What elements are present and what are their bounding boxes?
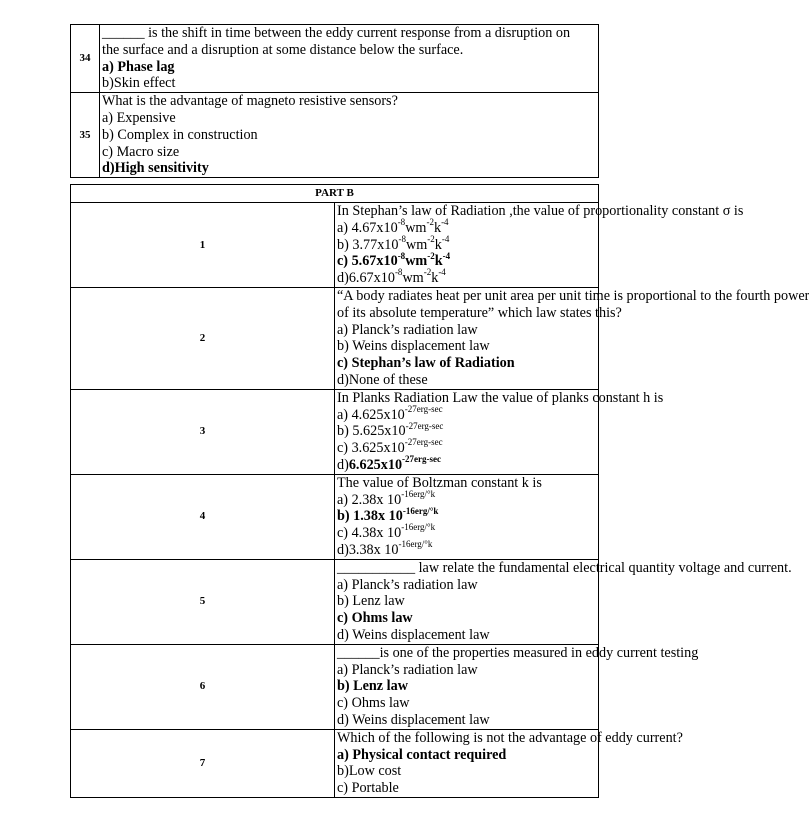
question-row-7 — [71, 729, 599, 797]
question-cell — [100, 25, 599, 93]
answer-option: c) Macro size — [102, 143, 180, 160]
question-row-4 — [71, 474, 599, 559]
answer-option-correct: b) Lenz law — [337, 678, 408, 695]
question-number: 35 — [71, 93, 100, 178]
answer-option: d)3.38x $10^{-16erg/^\circ k}$ — [337, 539, 433, 558]
question-text: ______is one of the properties measured in eddy current testing — [337, 644, 699, 661]
answer-option-correct: c) $5.67x10^{-8}wm^{-2}k^{-4}$ — [337, 250, 451, 270]
question-text: Which of the following is not the advantage of eddy current? — [337, 729, 683, 746]
question-row-2 — [71, 287, 599, 389]
answer-option: b) $5.625x10^{-27erg-sec}$ — [337, 420, 444, 440]
answer-option-correct: $d)6.625x10^{-27erg-sec}$ — [337, 454, 442, 473]
question-cell — [100, 93, 599, 178]
question-number: 6 — [71, 644, 335, 729]
question-number: 4 — [71, 474, 335, 559]
question-text: the surface and a disruption at some distance below the surface. — [102, 41, 464, 58]
question-text: In Stephan’s law of Radiation ,the value of proportionality constant σ is — [337, 203, 744, 219]
answer-option-correct: c) Ohms law — [337, 610, 413, 627]
part-a-table — [70, 24, 599, 178]
answer-option: a) Expensive — [102, 109, 176, 126]
answer-option: c) Ohms law — [337, 695, 410, 712]
question-number: 2 — [71, 287, 335, 389]
question-text: ______ is the shift in time between the eddy current response from a disruption on — [102, 25, 571, 41]
part-b-heading-row — [71, 185, 599, 203]
question-text: ___________ law relate the fundamental electrical quantity voltage and current. — [337, 559, 792, 576]
question-number: 1 — [71, 203, 335, 288]
question-number: 3 — [71, 389, 335, 474]
answer-option: b) Weins displacement law — [337, 338, 490, 355]
question-cell — [335, 287, 809, 389]
question-text: “A body radiates heat per unit area per unit time is proportional to the fourth power — [337, 287, 809, 304]
answer-option: a) $4.625x10^{-27erg-sec}$ — [337, 403, 443, 423]
part-b-table — [70, 184, 809, 798]
question-cell — [335, 203, 744, 288]
answer-option-correct: d)High sensitivity — [102, 160, 209, 177]
question-number: 7 — [71, 729, 335, 797]
question-cell — [335, 389, 664, 474]
question-row-6 — [71, 644, 599, 729]
answer-option-correct: b) 1.38x $10^{-16erg/^\circ k}$ — [337, 505, 439, 525]
question-number: 34 — [71, 25, 100, 93]
answer-option: d)None of these — [337, 371, 428, 388]
answer-option: $d)6.67x10^{-8}wm^{-2}k^{-4}$ — [337, 267, 446, 287]
answer-option: a) Planck’s radiation law — [337, 661, 478, 678]
answer-option: d) Weins displacement law — [337, 626, 490, 643]
answer-option: b) Lenz law — [337, 593, 405, 610]
answer-option: b) Complex in construction — [102, 126, 258, 143]
question-cell — [335, 729, 683, 797]
question-cell — [335, 559, 792, 644]
answer-option: d) Weins displacement law — [337, 711, 490, 728]
question-text: In Planks Radiation Law the value of planks constant h is — [337, 389, 664, 406]
question-cell — [335, 644, 699, 729]
answer-option: a) 2.38x $10^{-16erg/^\circ k}$ — [337, 488, 436, 508]
answer-option: b)Low cost — [337, 763, 402, 780]
question-row-5 — [71, 559, 599, 644]
answer-option: c) 4.38x $10^{-16erg/^\circ k}$ — [337, 522, 436, 542]
answer-option: a) Planck’s radiation law — [337, 321, 478, 338]
answer-option: c) $3.625x10^{-27erg-sec}$ — [337, 437, 443, 457]
question-text: of its absolute temperature” which law states this? — [337, 304, 622, 321]
question-row-35 — [71, 93, 599, 178]
question-row-34 — [71, 25, 599, 93]
answer-option: b)Skin effect — [102, 75, 176, 92]
question-text: The value of Boltzman constant k is — [337, 474, 542, 491]
question-row-3 — [71, 389, 599, 474]
question-cell — [335, 474, 599, 559]
answer-option-correct: c) Stephan’s law of Radiation — [337, 355, 515, 372]
part-b-heading: PART B — [71, 185, 599, 203]
question-text: What is the advantage of magneto resistive sensors? — [102, 93, 398, 110]
answer-option: a) $4.67x10^{-8}wm^{-2}k^{-4}$ — [337, 217, 449, 236]
answer-option-correct: a) Physical contact required — [337, 746, 507, 763]
answer-option: b) $3.77x10^{-8}wm^{-2}k^{-4}$ — [337, 233, 450, 253]
answer-option-correct: a) Phase lag — [102, 58, 175, 75]
answer-option: c) Portable — [337, 780, 399, 797]
answer-option: a) Planck’s radiation law — [337, 576, 478, 593]
question-row-1 — [71, 203, 599, 288]
question-number: 5 — [71, 559, 335, 644]
